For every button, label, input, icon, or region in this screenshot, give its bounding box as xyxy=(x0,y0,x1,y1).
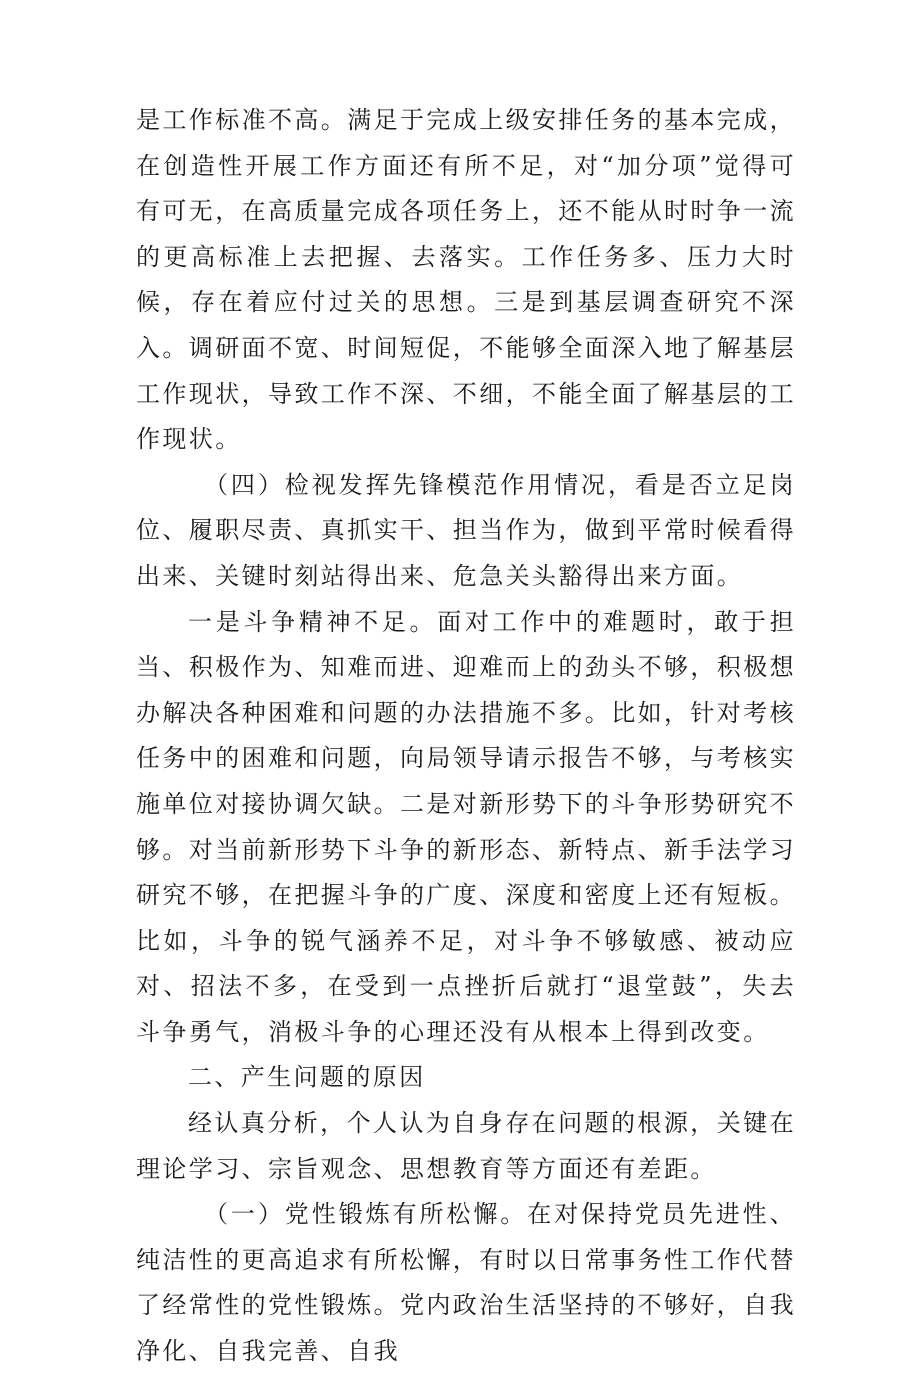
paragraph-work-standards: 是工作标准不高。满足于完成上级安排任务的基本完成，在创造性开展工作方面还有所不足，对“加分项”觉得可有可无，在高质量完成各项任务上，还不能从时时争一流的更高标准上去把握、去落实。工作任务多、压力大时候，存在着应付过关的思想。三是到基层调查研究不深入。调研面不宽、时间短促，不能够全面深入地了解基层工作现状，导致工作不深、不细，不能全面了解基层的工作现状。 xyxy=(136,106,796,454)
paragraph-party-training: （一）党性锻炼有所松懈。在对保持党员先进性、纯洁性的更高追求有所松懈，有时以日常事务性工作代替了经常性的党性锻炼。党内政治生活坚持的不够好，自我净化、自我完善、自我 xyxy=(136,1200,796,1366)
section-heading-causes: 二、产生问题的原因 xyxy=(188,1063,426,1092)
paragraph-section-four: （四）检视发挥先锋模范作用情况，看是否立足岗位、履职尽责、真抓实干、担当作为，做到平常时候看得出来、关键时刻站得出来、危急关头豁得出来方面。 xyxy=(136,470,796,590)
paragraph-analysis: 经认真分析，个人认为自身存在问题的根源，关键在理论学习、宗旨观念、思想教育等方面还有差距。 xyxy=(136,1109,796,1183)
document-body xyxy=(136,98,796,1375)
paragraph-struggle-spirit: 一是斗争精神不足。面对工作中的难题时，敢于担当、积极作为、知难而进、迎难而上的劲头不够，积极想办解决各种困难和问题的办法措施不多。比如，针对考核任务中的困难和问题，向局领导请示报告不够，与考核实施单位对接协调欠缺。二是对新形势下的斗争形势研究不够。对当前新形势下斗争的新形态、新特点、新手法学习研究不够，在把握斗争的广度、深度和密度上还有短板。比如，斗争的锐气涵养不足，对斗争不够敏感、被动应对、招法不多，在受到一点挫折后就打“退堂鼓”，失去斗争勇气，消极斗争的心理还没有从根本上得到改变。 xyxy=(136,607,796,1046)
